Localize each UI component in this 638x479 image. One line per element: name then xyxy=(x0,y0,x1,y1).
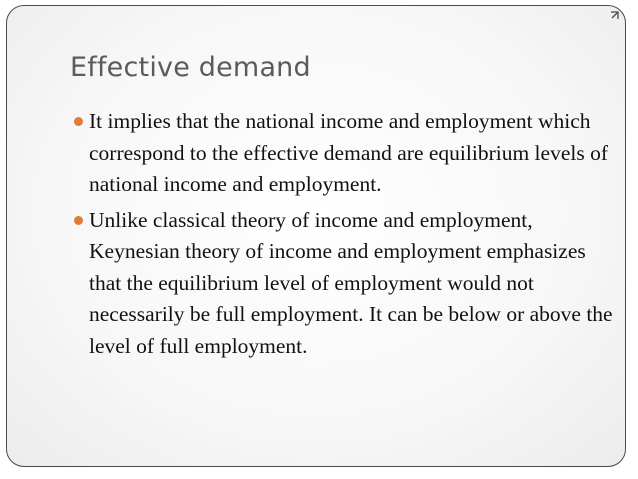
slide-title: Effective demand xyxy=(70,52,311,83)
bullet-item xyxy=(74,106,614,201)
bullet-list xyxy=(74,106,614,366)
bullet-item xyxy=(74,205,614,363)
bullet-dot-icon xyxy=(74,216,83,225)
corner-arrow-icon xyxy=(609,11,619,21)
bullet-text: Unlike classical theory of income and employment, Keynesian theory of income and employment emphasizes that the equilibrium level of employment would not necessarily be full employment. It can be below or above the level of full employment. xyxy=(89,207,613,358)
bullet-dot-icon xyxy=(74,117,83,126)
bullet-text: It implies that the national income and employment which correspond to the effective demand are equilibrium levels of national income and employment. xyxy=(89,109,608,196)
